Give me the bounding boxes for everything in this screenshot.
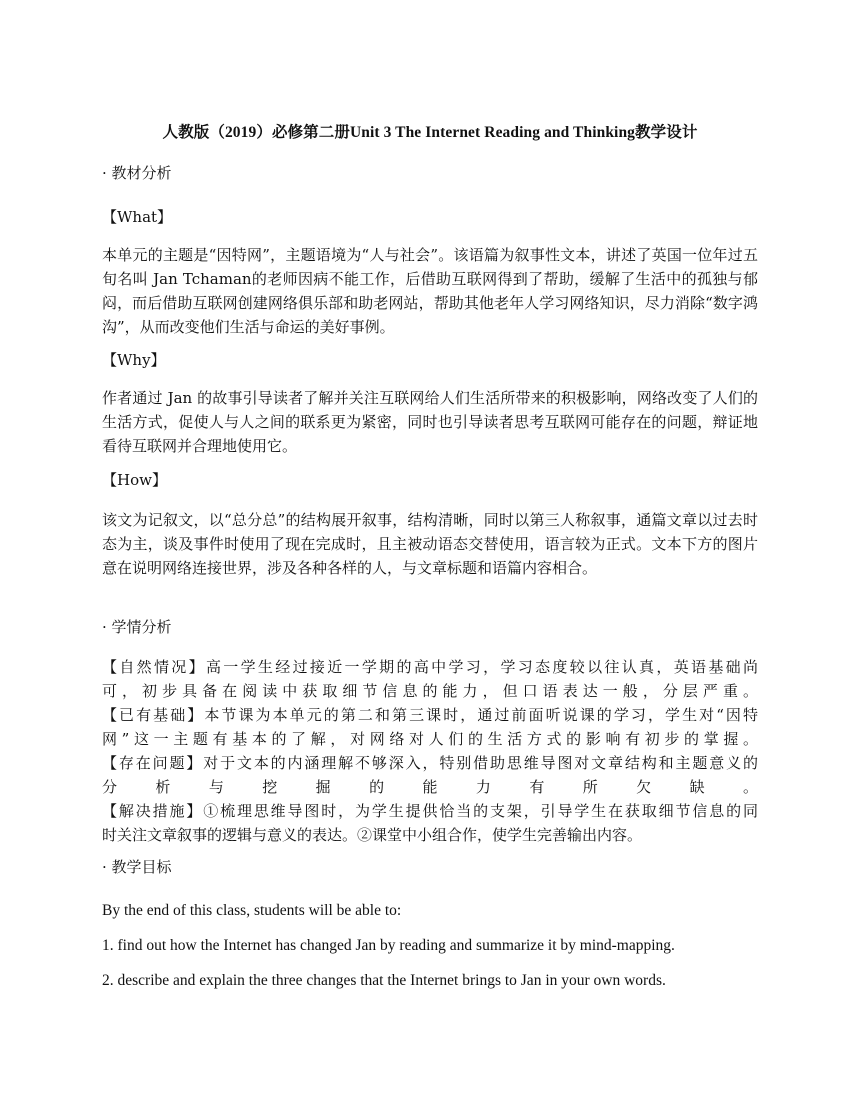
learner-line: 可，初步具备在阅读中获取细节信息的能力，但口语表达一般，分层严重。 — [102, 682, 758, 700]
learner-line: 【已有基础】本节课为本单元的第二和第三课时，通过前面听说课的学习，学生对“因特 — [102, 706, 758, 724]
section-heading-teaching-objectives: · 教学目标 — [102, 858, 172, 876]
how-tag: 【How】 — [102, 471, 167, 489]
how-paragraph: 该文为记叙文，以“总分总”的结构展开叙事，结构清晰，同时以第三人称叙事，通篇文章以过去时态为主，谈及事件时使用了现在完成时，且主被动语态交替使用，语言较为正式。文本下方的图片意在说明网络连接世界，涉及各种各样的人，与文章标题和语篇内容相合。 — [102, 511, 758, 577]
why-paragraph: 作者通过 Jan 的故事引导读者了解并关注互联网给人们生活所带来的积极影响，网络改变了人们的生活方式，促使人与人之间的联系更为紧密，同时也引导读者思考互联网可能存在的问题，辩证地看待互联网并合理地使用它。 — [102, 389, 758, 455]
learner-line: 分析与挖掘的能力有所欠缺。 — [102, 778, 758, 796]
why-tag: 【Why】 — [102, 351, 166, 369]
learner-line: 【解决措施】①梳理思维导图时，为学生提供恰当的支架，引导学生在获取细节信息的同 — [102, 802, 758, 820]
learner-line: 【自然情况】高一学生经过接近一学期的高中学习，学习态度较以往认真，英语基础尚 — [102, 658, 758, 676]
objectives-intro: By the end of this class, students will be able to: — [102, 902, 402, 919]
learner-analysis-block — [102, 655, 758, 847]
learner-line: 【存在问题】对于文本的内涵理解不够深入，特别借助思维导图对文章结构和主题意义的 — [102, 754, 758, 772]
what-paragraph: 本单元的主题是“因特网”，主题语境为“人与社会”。该语篇为叙事性文本，讲述了英国一位年过五旬名叫 Jan Tchaman的老师因病不能工作，后借助互联网得到了帮助，缓解了生活中的孤独与郁闷，而后借助互联网创建网络俱乐部和助老网站，帮助其他老年人学习网络知识，尽力消除“数字鸿沟”，从而改变他们生活与命运的美好事例。 — [102, 246, 758, 336]
section-heading-learner-analysis: · 学情分析 — [102, 618, 172, 636]
learner-line: 网”这一主题有基本的了解，对网络对人们的生活方式的影响有初步的掌握。 — [102, 730, 758, 748]
what-tag: 【What】 — [102, 208, 173, 226]
objective-item: 2. describe and explain the three changes that the Internet brings to Jan in your own words. — [102, 972, 666, 989]
learner-line: 时关注文章叙事的逻辑与意义的表达。②课堂中小组合作，使学生完善输出内容。 — [102, 826, 643, 844]
document-title: 人教版（2019）必修第二册Unit 3 The Internet Reading and Thinking教学设计 — [162, 124, 698, 141]
section-heading-textbook-analysis: · 教材分析 — [102, 164, 172, 182]
objective-item: 1. find out how the Internet has changed Jan by reading and summarize it by mind-mapping. — [102, 937, 675, 954]
